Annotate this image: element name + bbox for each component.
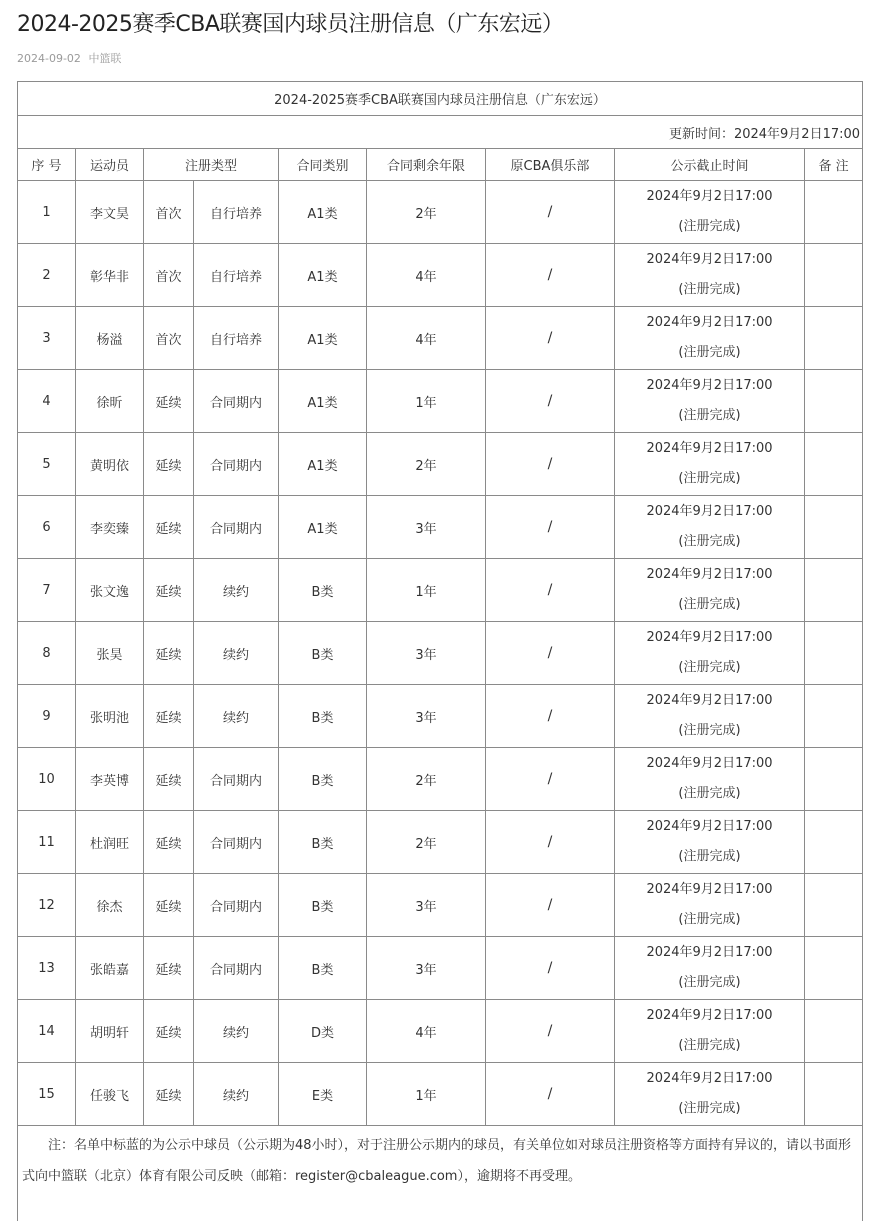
row-index-cell: 5 bbox=[18, 433, 76, 496]
header-deadline: 公示截止时间 bbox=[615, 149, 805, 181]
contract-years-cell: 3年 bbox=[367, 685, 486, 748]
player-name-cell: 任骏飞 bbox=[76, 1063, 144, 1126]
contract-years-cell: 3年 bbox=[367, 622, 486, 685]
update-time: 更新时间：2024年9月2日17:00 bbox=[18, 116, 863, 149]
contract-type-cell: A1类 bbox=[279, 307, 367, 370]
deadline-cell bbox=[615, 937, 805, 1000]
deadline-cell bbox=[615, 748, 805, 811]
contract-type-cell: B类 bbox=[279, 685, 367, 748]
remark-cell bbox=[805, 370, 863, 433]
former-club-cell: / bbox=[486, 559, 615, 622]
remark-cell bbox=[805, 1000, 863, 1063]
registration-status: (注册完成) bbox=[615, 401, 804, 431]
contract-years-cell: 2年 bbox=[367, 748, 486, 811]
contract-type-cell: A1类 bbox=[279, 496, 367, 559]
registration-status: (注册完成) bbox=[615, 1094, 804, 1124]
player-name-cell: 黄明依 bbox=[76, 433, 144, 496]
player-name-cell: 杜润旺 bbox=[76, 811, 144, 874]
former-club-cell: / bbox=[486, 181, 615, 244]
row-index-cell: 4 bbox=[18, 370, 76, 433]
player-name-cell: 张明池 bbox=[76, 685, 144, 748]
remark-cell bbox=[805, 937, 863, 1000]
former-club-cell: / bbox=[486, 433, 615, 496]
row-index-cell: 3 bbox=[18, 307, 76, 370]
registration-type-cell: 延续 bbox=[144, 559, 194, 622]
remark-cell bbox=[805, 685, 863, 748]
deadline-time: 2024年9月2日17:00 bbox=[615, 308, 804, 338]
table-row bbox=[18, 307, 863, 370]
article-meta bbox=[17, 50, 121, 66]
contract-type-cell: A1类 bbox=[279, 433, 367, 496]
registration-type-cell: 首次 bbox=[144, 181, 194, 244]
registration-status: (注册完成) bbox=[615, 1031, 804, 1061]
registration-subtype-cell: 续约 bbox=[194, 622, 279, 685]
registration-subtype-cell: 续约 bbox=[194, 559, 279, 622]
registration-type-cell: 延续 bbox=[144, 874, 194, 937]
page-title: 2024-2025赛季CBA联赛国内球员注册信息（广东宏远） bbox=[17, 8, 563, 42]
former-club-cell: / bbox=[486, 874, 615, 937]
former-club-cell: / bbox=[486, 370, 615, 433]
registration-status: (注册完成) bbox=[615, 464, 804, 494]
registration-subtype-cell: 合同期内 bbox=[194, 433, 279, 496]
remark-cell bbox=[805, 433, 863, 496]
deadline-time: 2024年9月2日17:00 bbox=[615, 875, 804, 905]
table-row bbox=[18, 244, 863, 307]
registration-table bbox=[17, 81, 863, 1221]
registration-note: 注：名单中标蓝的为公示中球员（公示期为48小时），对于注册公示期内的球员，有关单位如对球员注册资格等方面持有异议的，请以书面形式向中篮联（北京）体育有限公司反映（邮箱：register@cbaleague.com），逾期将不再受理。 bbox=[22, 1130, 858, 1192]
player-name-cell: 杨溢 bbox=[76, 307, 144, 370]
table-row bbox=[18, 559, 863, 622]
table-row bbox=[18, 685, 863, 748]
registration-status: (注册完成) bbox=[615, 905, 804, 935]
row-index-cell: 12 bbox=[18, 874, 76, 937]
deadline-cell bbox=[615, 622, 805, 685]
table-row bbox=[18, 937, 863, 1000]
row-index-cell: 11 bbox=[18, 811, 76, 874]
former-club-cell: / bbox=[486, 1063, 615, 1126]
contract-type-cell: D类 bbox=[279, 1000, 367, 1063]
deadline-time: 2024年9月2日17:00 bbox=[615, 1064, 804, 1094]
contract-type-cell: B类 bbox=[279, 622, 367, 685]
note-cell bbox=[18, 1126, 863, 1221]
registration-type-cell: 延续 bbox=[144, 496, 194, 559]
contract-years-cell: 4年 bbox=[367, 1000, 486, 1063]
deadline-cell bbox=[615, 370, 805, 433]
contract-years-cell: 3年 bbox=[367, 937, 486, 1000]
deadline-time: 2024年9月2日17:00 bbox=[615, 560, 804, 590]
table-row bbox=[18, 370, 863, 433]
player-name-cell: 张皓嘉 bbox=[76, 937, 144, 1000]
deadline-time: 2024年9月2日17:00 bbox=[615, 749, 804, 779]
remark-cell bbox=[805, 622, 863, 685]
player-name-cell: 彰华非 bbox=[76, 244, 144, 307]
deadline-time: 2024年9月2日17:00 bbox=[615, 812, 804, 842]
remark-cell bbox=[805, 307, 863, 370]
contract-years-cell: 1年 bbox=[367, 559, 486, 622]
deadline-cell bbox=[615, 1000, 805, 1063]
registration-subtype-cell: 合同期内 bbox=[194, 370, 279, 433]
deadline-time: 2024年9月2日17:00 bbox=[615, 938, 804, 968]
registration-subtype-cell: 合同期内 bbox=[194, 874, 279, 937]
contract-years-cell: 3年 bbox=[367, 874, 486, 937]
registration-type-cell: 延续 bbox=[144, 748, 194, 811]
former-club-cell: / bbox=[486, 496, 615, 559]
table-row bbox=[18, 496, 863, 559]
player-name-cell: 张文逸 bbox=[76, 559, 144, 622]
row-index-cell: 10 bbox=[18, 748, 76, 811]
contract-type-cell: A1类 bbox=[279, 244, 367, 307]
remark-cell bbox=[805, 559, 863, 622]
header-remark: 备 注 bbox=[805, 149, 863, 181]
row-index-cell: 8 bbox=[18, 622, 76, 685]
former-club-cell: / bbox=[486, 1000, 615, 1063]
header-former-club: 原CBA俱乐部 bbox=[486, 149, 615, 181]
registration-status: (注册完成) bbox=[615, 275, 804, 305]
registration-status: (注册完成) bbox=[615, 338, 804, 368]
player-name-cell: 徐昕 bbox=[76, 370, 144, 433]
row-index-cell: 13 bbox=[18, 937, 76, 1000]
contract-years-cell: 1年 bbox=[367, 370, 486, 433]
remark-cell bbox=[805, 181, 863, 244]
row-index-cell: 7 bbox=[18, 559, 76, 622]
deadline-cell bbox=[615, 181, 805, 244]
contract-years-cell: 1年 bbox=[367, 1063, 486, 1126]
former-club-cell: / bbox=[486, 937, 615, 1000]
registration-status: (注册完成) bbox=[615, 590, 804, 620]
player-name-cell: 李英博 bbox=[76, 748, 144, 811]
registration-status: (注册完成) bbox=[615, 212, 804, 242]
registration-status: (注册完成) bbox=[615, 527, 804, 557]
header-registration-type: 注册类型 bbox=[144, 149, 279, 181]
deadline-time: 2024年9月2日17:00 bbox=[615, 434, 804, 464]
registration-status: (注册完成) bbox=[615, 968, 804, 998]
former-club-cell: / bbox=[486, 748, 615, 811]
registration-subtype-cell: 合同期内 bbox=[194, 937, 279, 1000]
registration-type-cell: 首次 bbox=[144, 244, 194, 307]
contract-type-cell: A1类 bbox=[279, 181, 367, 244]
row-index-cell: 14 bbox=[18, 1000, 76, 1063]
header-row bbox=[18, 149, 863, 181]
row-index-cell: 6 bbox=[18, 496, 76, 559]
former-club-cell: / bbox=[486, 244, 615, 307]
contract-type-cell: A1类 bbox=[279, 370, 367, 433]
registration-status: (注册完成) bbox=[615, 716, 804, 746]
player-name-cell: 胡明轩 bbox=[76, 1000, 144, 1063]
source-link[interactable]: 中篮联 bbox=[88, 52, 121, 65]
registration-type-cell: 延续 bbox=[144, 622, 194, 685]
contract-type-cell: B类 bbox=[279, 874, 367, 937]
row-index-cell: 1 bbox=[18, 181, 76, 244]
header-index: 序 号 bbox=[18, 149, 76, 181]
deadline-cell bbox=[615, 496, 805, 559]
registration-type-cell: 延续 bbox=[144, 937, 194, 1000]
contract-years-cell: 2年 bbox=[367, 433, 486, 496]
former-club-cell: / bbox=[486, 307, 615, 370]
table-row bbox=[18, 433, 863, 496]
contract-type-cell: B类 bbox=[279, 811, 367, 874]
registration-status: (注册完成) bbox=[615, 653, 804, 683]
former-club-cell: / bbox=[486, 811, 615, 874]
deadline-cell bbox=[615, 685, 805, 748]
registration-type-cell: 延续 bbox=[144, 685, 194, 748]
contract-years-cell: 2年 bbox=[367, 811, 486, 874]
registration-status: (注册完成) bbox=[615, 842, 804, 872]
header-player: 运动员 bbox=[76, 149, 144, 181]
contract-type-cell: E类 bbox=[279, 1063, 367, 1126]
deadline-cell bbox=[615, 307, 805, 370]
player-name-cell: 李文昊 bbox=[76, 181, 144, 244]
table-row bbox=[18, 811, 863, 874]
deadline-cell bbox=[615, 433, 805, 496]
contract-type-cell: B类 bbox=[279, 559, 367, 622]
registration-type-cell: 首次 bbox=[144, 307, 194, 370]
header-contract-type: 合同类别 bbox=[279, 149, 367, 181]
registration-subtype-cell: 续约 bbox=[194, 685, 279, 748]
contract-type-cell: B类 bbox=[279, 748, 367, 811]
header-contract-years: 合同剩余年限 bbox=[367, 149, 486, 181]
remark-cell bbox=[805, 1063, 863, 1126]
deadline-cell bbox=[615, 811, 805, 874]
deadline-cell bbox=[615, 559, 805, 622]
remark-cell bbox=[805, 244, 863, 307]
deadline-time: 2024年9月2日17:00 bbox=[615, 1001, 804, 1031]
registration-type-cell: 延续 bbox=[144, 433, 194, 496]
registration-subtype-cell: 续约 bbox=[194, 1000, 279, 1063]
registration-subtype-cell: 合同期内 bbox=[194, 748, 279, 811]
deadline-cell bbox=[615, 244, 805, 307]
remark-cell bbox=[805, 811, 863, 874]
row-index-cell: 9 bbox=[18, 685, 76, 748]
table-row bbox=[18, 1000, 863, 1063]
table-row bbox=[18, 181, 863, 244]
former-club-cell: / bbox=[486, 622, 615, 685]
table-caption: 2024-2025赛季CBA联赛国内球员注册信息（广东宏远） bbox=[18, 82, 863, 116]
registration-subtype-cell: 自行培养 bbox=[194, 181, 279, 244]
player-name-cell: 徐杰 bbox=[76, 874, 144, 937]
deadline-time: 2024年9月2日17:00 bbox=[615, 245, 804, 275]
registration-subtype-cell: 合同期内 bbox=[194, 496, 279, 559]
deadline-time: 2024年9月2日17:00 bbox=[615, 686, 804, 716]
table-row bbox=[18, 1063, 863, 1126]
player-name-cell: 李奕臻 bbox=[76, 496, 144, 559]
deadline-time: 2024年9月2日17:00 bbox=[615, 623, 804, 653]
table-row bbox=[18, 748, 863, 811]
deadline-time: 2024年9月2日17:00 bbox=[615, 371, 804, 401]
publish-date: 2024-09-02 bbox=[17, 52, 81, 65]
contract-years-cell: 3年 bbox=[367, 496, 486, 559]
registration-type-cell: 延续 bbox=[144, 1063, 194, 1126]
registration-type-cell: 延续 bbox=[144, 811, 194, 874]
remark-cell bbox=[805, 874, 863, 937]
deadline-time: 2024年9月2日17:00 bbox=[615, 497, 804, 527]
remark-cell bbox=[805, 748, 863, 811]
deadline-cell bbox=[615, 874, 805, 937]
player-name-cell: 张昊 bbox=[76, 622, 144, 685]
contract-years-cell: 4年 bbox=[367, 307, 486, 370]
remark-cell bbox=[805, 496, 863, 559]
registration-subtype-cell: 续约 bbox=[194, 1063, 279, 1126]
deadline-cell bbox=[615, 1063, 805, 1126]
table-row bbox=[18, 622, 863, 685]
registration-status: (注册完成) bbox=[615, 779, 804, 809]
row-index-cell: 2 bbox=[18, 244, 76, 307]
registration-type-cell: 延续 bbox=[144, 370, 194, 433]
registration-subtype-cell: 自行培养 bbox=[194, 307, 279, 370]
registration-type-cell: 延续 bbox=[144, 1000, 194, 1063]
former-club-cell: / bbox=[486, 685, 615, 748]
contract-type-cell: B类 bbox=[279, 937, 367, 1000]
contract-years-cell: 4年 bbox=[367, 244, 486, 307]
table-row bbox=[18, 874, 863, 937]
contract-years-cell: 2年 bbox=[367, 181, 486, 244]
deadline-time: 2024年9月2日17:00 bbox=[615, 182, 804, 212]
row-index-cell: 15 bbox=[18, 1063, 76, 1126]
registration-subtype-cell: 合同期内 bbox=[194, 811, 279, 874]
registration-subtype-cell: 自行培养 bbox=[194, 244, 279, 307]
